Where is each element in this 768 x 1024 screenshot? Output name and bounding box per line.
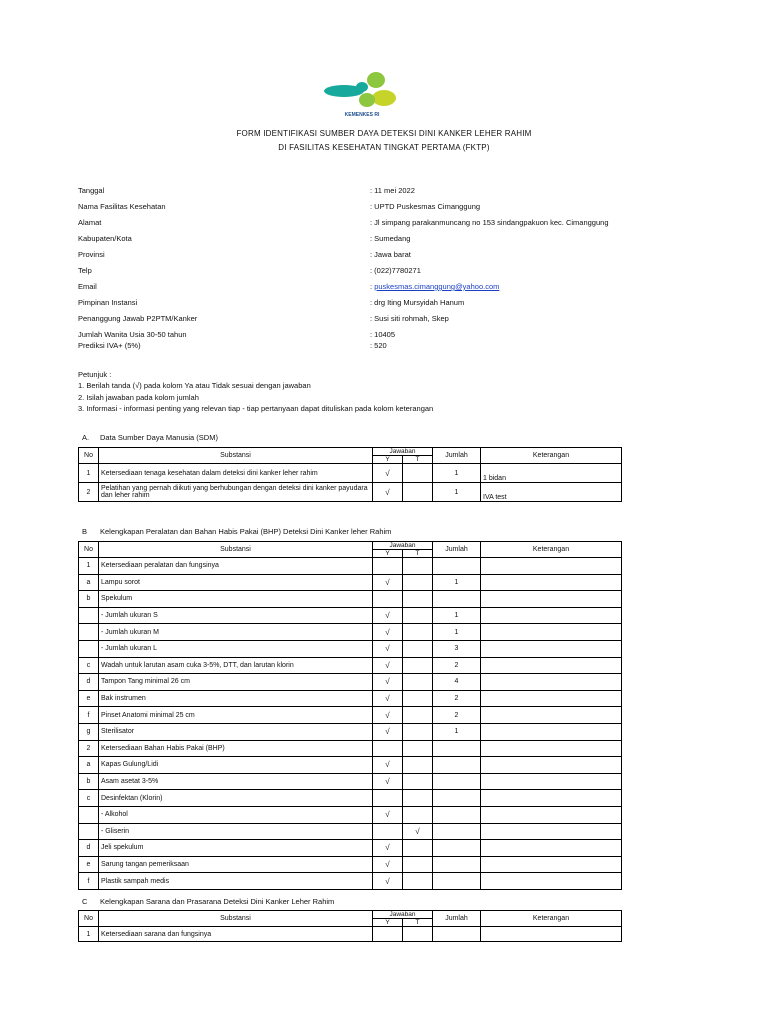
row-no: 2: [79, 483, 99, 502]
row-jumlah: 1: [433, 574, 481, 591]
row-no: [79, 607, 99, 624]
row-no: g: [79, 723, 99, 740]
table-header-row: [79, 911, 622, 919]
table-row: [79, 856, 622, 873]
header-y: Y: [373, 550, 403, 558]
row-answer-t: [403, 574, 433, 591]
info-value: [370, 218, 609, 227]
table-row: [79, 640, 622, 657]
row-answer-y: √: [373, 856, 403, 873]
row-answer-y: √: [373, 640, 403, 657]
info-value-text: :: [370, 282, 373, 291]
table-row: [79, 840, 622, 857]
instructions-heading: Petunjuk :: [78, 370, 112, 379]
row-no: c: [79, 790, 99, 807]
row-no: 1: [79, 558, 99, 575]
row-jumlah: 2: [433, 690, 481, 707]
row-substansi: Sterilisator: [99, 723, 373, 740]
section-a-letter: A.: [82, 433, 90, 442]
row-substansi: Wadah untuk larutan asam cuka 3-5%, DTT, dan larutan klorin: [99, 657, 373, 674]
table-row: [79, 607, 622, 624]
row-answer-y: √: [373, 840, 403, 857]
info-value: [370, 314, 449, 323]
row-substansi: - Jumlah ukuran M: [99, 624, 373, 641]
row-substansi: Ketersediaan Bahan Habis Pakai (BHP): [99, 740, 373, 757]
row-keterangan: [481, 657, 622, 674]
row-answer-t: [403, 790, 433, 807]
table-row: [79, 757, 622, 774]
header-jumlah: Jumlah: [433, 542, 481, 558]
info-label: Telp: [78, 266, 92, 275]
logo-caption: KEMENKES RI: [344, 112, 380, 118]
header-t: T: [403, 456, 433, 464]
row-answer-y: √: [373, 624, 403, 641]
header-jawaban: Jawaban: [373, 448, 433, 456]
row-answer-t: [403, 657, 433, 674]
table-row: [79, 740, 622, 757]
row-substansi: Lampu sorot: [99, 574, 373, 591]
row-substansi: Pinset Anatomi minimal 25 cm: [99, 707, 373, 724]
row-answer-t: √: [403, 823, 433, 840]
table-row: [79, 558, 622, 575]
info-value: [370, 250, 411, 259]
row-jumlah: [433, 806, 481, 823]
header-keterangan: Keterangan: [481, 542, 622, 558]
info-label: Nama Fasilitas Kesehatan: [78, 202, 166, 211]
info-label: Kabupaten/Kota: [78, 234, 132, 243]
table-row: [79, 873, 622, 890]
row-jumlah: [433, 927, 481, 942]
row-substansi: - Jumlah ukuran S: [99, 607, 373, 624]
info-value-text: : 11 mei 2022: [370, 186, 415, 195]
row-answer-y: √: [373, 806, 403, 823]
header-no: No: [79, 542, 99, 558]
row-answer-t: [403, 674, 433, 691]
info-value: [370, 298, 464, 307]
row-answer-y: √: [373, 773, 403, 790]
table-row: [79, 591, 622, 608]
row-no: e: [79, 856, 99, 873]
row-answer-y: √: [373, 723, 403, 740]
section-a-title: Data Sumber Daya Manusia (SDM): [100, 433, 218, 442]
row-no: f: [79, 707, 99, 724]
row-keterangan: [481, 856, 622, 873]
table-header-row: [79, 448, 622, 456]
table-row: [79, 806, 622, 823]
info-label: Alamat: [78, 218, 102, 227]
table-row: [79, 707, 622, 724]
row-answer-t: [403, 740, 433, 757]
row-no: [79, 640, 99, 657]
row-answer-y: √: [373, 674, 403, 691]
row-no: c: [79, 657, 99, 674]
info-value-text: : (022)7780271: [370, 266, 421, 275]
row-jumlah: [433, 773, 481, 790]
row-answer-t: [403, 757, 433, 774]
row-no: a: [79, 574, 99, 591]
info-value-text: : UPTD Puskesmas Cimanggung: [370, 202, 481, 211]
row-no: [79, 806, 99, 823]
instruction-item: 1. Berilah tanda (√) pada kolom Ya atau Tidak sesuai dengan jawaban: [78, 381, 311, 390]
row-answer-y: √: [373, 690, 403, 707]
info-value-text: : Susi siti rohmah, Skep: [370, 314, 449, 323]
kemenkes-logo: [322, 70, 402, 120]
row-answer-t: [403, 873, 433, 890]
row-jumlah: [433, 823, 481, 840]
row-keterangan: [481, 723, 622, 740]
table-sdm: [78, 447, 622, 502]
row-substansi: Ketersediaan sarana dan fungsinya: [99, 927, 373, 942]
info-value: [370, 202, 480, 211]
row-jumlah: [433, 740, 481, 757]
header-y: Y: [373, 919, 403, 927]
table-row: [79, 464, 622, 483]
header-jawaban: Jawaban: [373, 542, 433, 550]
section-b-title: Kelengkapan Peralatan dan Bahan Habis Pakai (BHP) Deteksi Dini Kanker leher Rahim: [100, 527, 392, 536]
row-keterangan: IVA test: [481, 483, 622, 502]
header-jumlah: Jumlah: [433, 911, 481, 927]
row-no: b: [79, 773, 99, 790]
row-jumlah: 1: [433, 723, 481, 740]
row-keterangan: [481, 790, 622, 807]
row-answer-t: [403, 773, 433, 790]
row-keterangan: [481, 757, 622, 774]
header-t: T: [403, 919, 433, 927]
table-row: [79, 574, 622, 591]
row-jumlah: [433, 558, 481, 575]
header-keterangan: Keterangan: [481, 448, 622, 464]
email-link[interactable]: puskesmas.cimanggung@yahoo.com: [374, 282, 500, 291]
table-row: [79, 723, 622, 740]
row-jumlah: [433, 840, 481, 857]
table-header-row: [79, 542, 622, 550]
info-label: Email: [78, 282, 97, 291]
header-keterangan: Keterangan: [481, 911, 622, 927]
info-value-text: : 520: [370, 341, 387, 350]
row-substansi: Ketersediaan tenaga kesehatan dalam deteksi dini kanker leher rahim: [99, 464, 373, 483]
info-label: Pimpinan Instansi: [78, 298, 138, 307]
section-b-letter: B: [82, 527, 88, 536]
row-answer-y: [373, 591, 403, 608]
header-jawaban: Jawaban: [373, 911, 433, 919]
row-substansi: Bak instrumen: [99, 690, 373, 707]
row-substansi: Jeli spekulum: [99, 840, 373, 857]
row-keterangan: [481, 873, 622, 890]
row-no: e: [79, 690, 99, 707]
row-answer-y: √: [373, 607, 403, 624]
row-no: d: [79, 840, 99, 857]
row-substansi: Desinfektan (Klorin): [99, 790, 373, 807]
row-answer-t: [403, 840, 433, 857]
info-label: Provinsi: [78, 250, 105, 259]
info-value: [370, 341, 387, 350]
table-row: [79, 624, 622, 641]
row-answer-t: [403, 624, 433, 641]
table-row: [79, 483, 622, 502]
row-keterangan: [481, 674, 622, 691]
row-substansi: Pelatihan yang pernah diikuti yang berhubungan dengan deteksi dini kanker payudara dan leher rahim: [99, 483, 373, 502]
row-keterangan: [481, 707, 622, 724]
row-answer-y: [373, 558, 403, 575]
row-jumlah: 4: [433, 674, 481, 691]
header-y: Y: [373, 456, 403, 464]
row-keterangan: [481, 640, 622, 657]
row-answer-y: √: [373, 657, 403, 674]
row-no: [79, 624, 99, 641]
row-answer-t: [403, 591, 433, 608]
row-substansi: - Gliserin: [99, 823, 373, 840]
kemenkes-logo-icon: [322, 70, 402, 120]
row-answer-y: √: [373, 707, 403, 724]
row-keterangan: [481, 927, 622, 942]
info-value: [370, 234, 410, 243]
row-answer-t: [403, 464, 433, 483]
info-label: Jumlah Wanita Usia 30-50 tahun: [78, 330, 187, 339]
table-row: [79, 790, 622, 807]
row-keterangan: [481, 840, 622, 857]
row-answer-y: √: [373, 757, 403, 774]
info-value-text: : 10405: [370, 330, 396, 339]
row-jumlah: [433, 790, 481, 807]
row-no: f: [79, 873, 99, 890]
row-answer-y: √: [373, 873, 403, 890]
table-row: [79, 773, 622, 790]
section-c-letter: C: [82, 897, 88, 906]
row-answer-t: [403, 856, 433, 873]
row-answer-y: [373, 927, 403, 942]
row-no: 1: [79, 464, 99, 483]
info-value-text: : drg Iting Mursyidah Hanum: [370, 298, 465, 307]
row-answer-y: √: [373, 464, 403, 483]
form-title-line1: FORM IDENTIFIKASI SUMBER DAYA DETEKSI DINI KANKER LEHER RAHIM: [236, 129, 532, 138]
row-answer-t: [403, 806, 433, 823]
table-row: [79, 823, 622, 840]
row-substansi: Plastik sampah medis: [99, 873, 373, 890]
row-answer-t: [403, 558, 433, 575]
row-keterangan: [481, 740, 622, 757]
header-jumlah: Jumlah: [433, 448, 481, 464]
row-answer-t: [403, 707, 433, 724]
row-keterangan: [481, 574, 622, 591]
row-jumlah: 3: [433, 640, 481, 657]
row-substansi: Kapas Gulung/Lidi: [99, 757, 373, 774]
row-jumlah: 1: [433, 464, 481, 483]
row-jumlah: 1: [433, 607, 481, 624]
info-label: Penanggung Jawab P2PTM/Kanker: [78, 314, 198, 323]
row-jumlah: [433, 591, 481, 608]
row-substansi: Sarung tangan pemeriksaan: [99, 856, 373, 873]
row-keterangan: [481, 591, 622, 608]
row-keterangan: [481, 558, 622, 575]
row-no: d: [79, 674, 99, 691]
row-answer-t: [403, 927, 433, 942]
row-substansi: Asam asetat 3-5%: [99, 773, 373, 790]
row-answer-t: [403, 607, 433, 624]
row-substansi: - Alkohol: [99, 806, 373, 823]
table-peralatan: [78, 541, 622, 890]
header-no: No: [79, 911, 99, 927]
info-label: Tanggal: [78, 186, 105, 195]
table-row: [79, 657, 622, 674]
table-sarana: [78, 910, 622, 942]
info-value-text: : Jawa barat: [370, 250, 411, 259]
row-substansi: Spekulum: [99, 591, 373, 608]
row-keterangan: [481, 690, 622, 707]
row-jumlah: [433, 856, 481, 873]
info-value: [370, 330, 395, 339]
row-answer-y: [373, 823, 403, 840]
row-answer-t: [403, 690, 433, 707]
header-t: T: [403, 550, 433, 558]
row-keterangan: [481, 607, 622, 624]
table-row: [79, 927, 622, 942]
row-answer-y: √: [373, 574, 403, 591]
row-no: b: [79, 591, 99, 608]
row-jumlah: 2: [433, 707, 481, 724]
row-no: 2: [79, 740, 99, 757]
row-jumlah: [433, 873, 481, 890]
table-row: [79, 674, 622, 691]
row-answer-t: [403, 640, 433, 657]
row-jumlah: [433, 757, 481, 774]
row-jumlah: 1: [433, 624, 481, 641]
form-title-line2: DI FASILITAS KESEHATAN TINGKAT PERTAMA (FKTP): [278, 143, 490, 152]
instruction-item: 2. Isilah jawaban pada kolom jumlah: [78, 393, 199, 402]
row-keterangan: [481, 806, 622, 823]
row-answer-t: [403, 483, 433, 502]
row-jumlah: 1: [433, 483, 481, 502]
info-value: [370, 266, 421, 275]
row-keterangan: 1 bidan: [481, 464, 622, 483]
row-no: [79, 823, 99, 840]
row-keterangan: [481, 823, 622, 840]
row-answer-y: [373, 790, 403, 807]
row-no: a: [79, 757, 99, 774]
row-answer-y: √: [373, 483, 403, 502]
row-answer-t: [403, 723, 433, 740]
row-answer-y: [373, 740, 403, 757]
info-value-text: : Jl simpang parakanmuncang no 153 sindangpakuon kec. Cimanggung: [370, 218, 609, 227]
info-value-text: : Sumedang: [370, 234, 411, 243]
table-row: [79, 690, 622, 707]
instruction-item: 3. Informasi - informasi penting yang relevan tiap - tiap pertanyaan dapat dituliskan pada kolom keterangan: [78, 404, 434, 413]
header-substansi: Substansi: [99, 448, 373, 464]
row-substansi: Ketersediaan peralatan dan fungsinya: [99, 558, 373, 575]
info-label: Prediksi IVA+ (5%): [78, 341, 141, 350]
row-keterangan: [481, 624, 622, 641]
row-no: 1: [79, 927, 99, 942]
info-value: [370, 282, 499, 291]
section-c-title: Kelengkapan Sarana dan Prasarana Deteksi Dini Kanker Leher Rahim: [100, 897, 335, 906]
row-substansi: Tampon Tang minimal 26 cm: [99, 674, 373, 691]
info-value: [370, 186, 415, 195]
row-keterangan: [481, 773, 622, 790]
row-jumlah: 2: [433, 657, 481, 674]
header-substansi: Substansi: [99, 542, 373, 558]
header-no: No: [79, 448, 99, 464]
header-substansi: Substansi: [99, 911, 373, 927]
row-substansi: - Jumlah ukuran L: [99, 640, 373, 657]
